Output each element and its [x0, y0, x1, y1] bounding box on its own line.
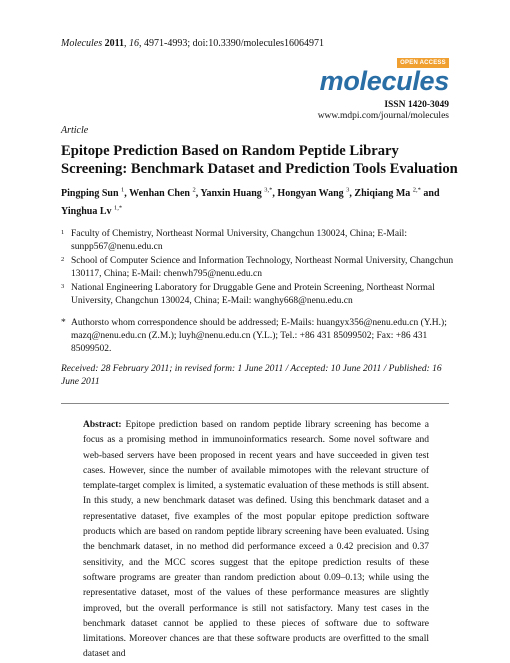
author: Yanxin Huang $^{3,*}$, — [200, 187, 278, 200]
citation-journal: Molecules — [61, 38, 103, 49]
open-access-badge: OPEN ACCESS — [397, 58, 449, 68]
author: Yinghua Lv $^{1,*}$ — [61, 204, 123, 217]
author: Pingping Sun $^1$, — [61, 187, 130, 200]
journal-logo: molecules — [319, 66, 449, 96]
journal-url[interactable]: www.mdpi.com/journal/molecules — [317, 111, 449, 121]
abstract — [83, 418, 429, 663]
paper-title: Epitope Prediction Based on Random Peptide Library Screening: Benchmark Dataset and Prediction Tools Evaluation — [61, 143, 458, 177]
abstract-label: Abstract: — [83, 420, 122, 430]
affiliation-text: School of Computer Science and Information Technology, Northeast Normal University, Changchun 130117, China; E-Mail: chenwh795@nenu.edu.cn — [71, 256, 454, 279]
citation-line: Molecules 2011, 16, 4971-4993; doi:10.3390/molecules16064971 — [61, 38, 325, 49]
affiliation-number: 1 — [61, 229, 65, 236]
divider — [61, 403, 449, 404]
affiliation-number: 3 — [61, 283, 65, 290]
affiliation-number: 2 — [61, 256, 65, 263]
author-list — [61, 184, 461, 219]
author: Wenhan Chen $^2$, — [129, 187, 201, 200]
abstract-text: Epitope prediction based on random peptide library screening has become a focus as a promising method in immunoinformatics research. Some novel software and web-based servers have been proposed in recent years and have succeeded in given test cases. However, since the number of available mimotopes with the relevant structure of template-target complex is limited, a systematic evaluation of these methods is still absent. In this study, a new benchmark dataset was defined. Using this benchmark dataset and a representative dataset, five examples of the most popular epitope prediction software products which are based on random peptide library screening have been evaluated. Using the benchmark dataset, in no method did performance exceed a 0.42 precision and 0.37 sensitivity, and the MCC scores suggest that the epitope prediction results of these software programs are greater than random prediction about 0.09–0.13; while using the representative dataset, most of the values of these performance measures are slightly improved, but the overall performance is still not satisfactory. Many test cases in the benchmark dataset cannot be applied to these pieces of software due to software limitations. Moreover chances are that these software products are overfitted to the small dataset and — [83, 420, 430, 660]
author: Zhiqiang Ma $^{2,*}$ and — [354, 187, 440, 200]
correspondence-text: Authorsto whom correspondence should be addressed; E-Mails: huangyx356@nenu.edu.cn (Y.H.); mazq@nenu.edu.cn (Z.M.); luyh@nenu.edu.cn (Y.L.); Tel.: +86 431 85099502; Fax: +86 431 85099502. — [71, 318, 447, 354]
citation-volume: 16 — [129, 38, 140, 49]
correspondence-marker: * — [61, 318, 66, 328]
article-type: Article — [61, 125, 89, 136]
publication-dates: Received: 28 February 2011; in revised form: 1 June 2011 / Accepted: 10 June 2011 / Published: 16 June 2011 — [61, 364, 442, 387]
affiliation-text: National Engineering Laboratory for Druggable Gene and Protein Screening, Northeast Normal University, Changchun 130024, China; E-Mail: wanghy668@nenu.edu.cn — [71, 283, 435, 306]
citation-pages-doi: , 4971-4993; doi:10.3390/molecules16064971 — [139, 38, 325, 49]
citation-year: 2011 — [104, 38, 125, 49]
affiliation-text: Faculty of Chemistry, Northeast Normal University, Changchun 130024, China; E-Mail: sunpp567@nenu.edu.cn — [71, 229, 407, 252]
author: Hongyan Wang $^3$, — [277, 187, 355, 200]
issn: ISSN 1420-3049 — [384, 100, 449, 110]
